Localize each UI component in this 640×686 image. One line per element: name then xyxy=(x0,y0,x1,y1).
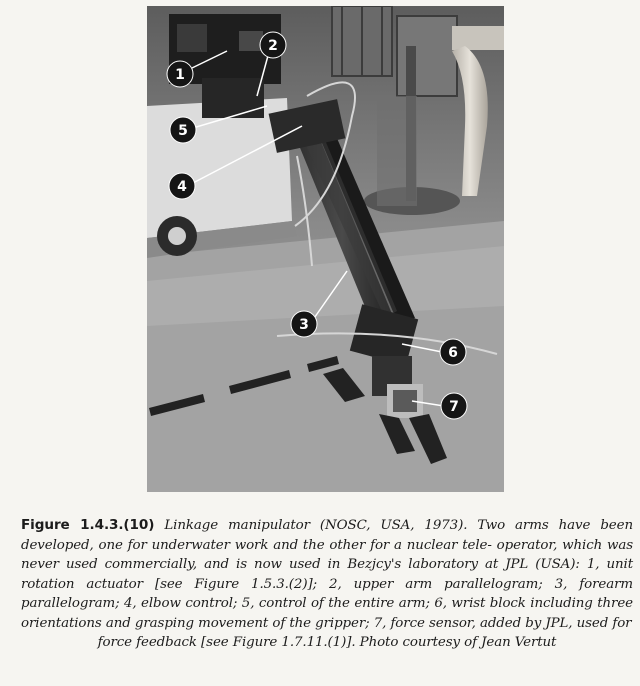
photo-illustration xyxy=(147,6,504,492)
caption-line-3: operator, which was never used commercially, and is now used in Bezjcy's xyxy=(21,537,633,572)
callout-4-label: 4 xyxy=(177,179,187,195)
callout-7-label: 7 xyxy=(449,399,459,415)
callout-6 xyxy=(440,339,466,365)
callout-5-label: 5 xyxy=(178,123,188,139)
figure-number: Figure 1.4.3.(10) xyxy=(21,517,155,533)
callout-4 xyxy=(169,173,195,199)
caption-line-5: 2, upper arm parallelogram; 3, forearm parallelogram; 4, elbow control; 5, xyxy=(21,576,633,611)
figure-caption xyxy=(21,516,633,653)
caption-line-4: laboratory at JPL (USA): 1, unit rotation actuator [see Figure 1.5.3.(2)]; xyxy=(21,557,633,592)
callout-3 xyxy=(291,311,317,337)
callout-7 xyxy=(441,393,467,419)
callout-5 xyxy=(170,117,196,143)
callout-6-label: 6 xyxy=(448,345,458,361)
caption-line-6: control of the entire arm; 6, wrist block including three orientations and xyxy=(21,596,633,631)
callout-1 xyxy=(167,61,193,87)
callout-2-label: 2 xyxy=(268,38,278,54)
caption-line-8: force feedback [see Figure 1.7.11.(1)]. Photo courtesy of Jean Vertut xyxy=(97,635,557,650)
callout-1-label: 1 xyxy=(175,67,185,83)
callout-2 xyxy=(260,32,286,58)
callout-3-label: 3 xyxy=(299,317,309,333)
caption-line-2: been developed, one for underwater work and the other for a nuclear tele- xyxy=(21,518,633,553)
manipulator-photo xyxy=(147,6,504,492)
caption-line-7: grasping movement of the gripper; 7, force sensor, added by JPL, used for xyxy=(134,615,632,631)
caption-line-1: Linkage manipulator (NOSC, USA, 1973). Two arms have xyxy=(164,518,591,533)
